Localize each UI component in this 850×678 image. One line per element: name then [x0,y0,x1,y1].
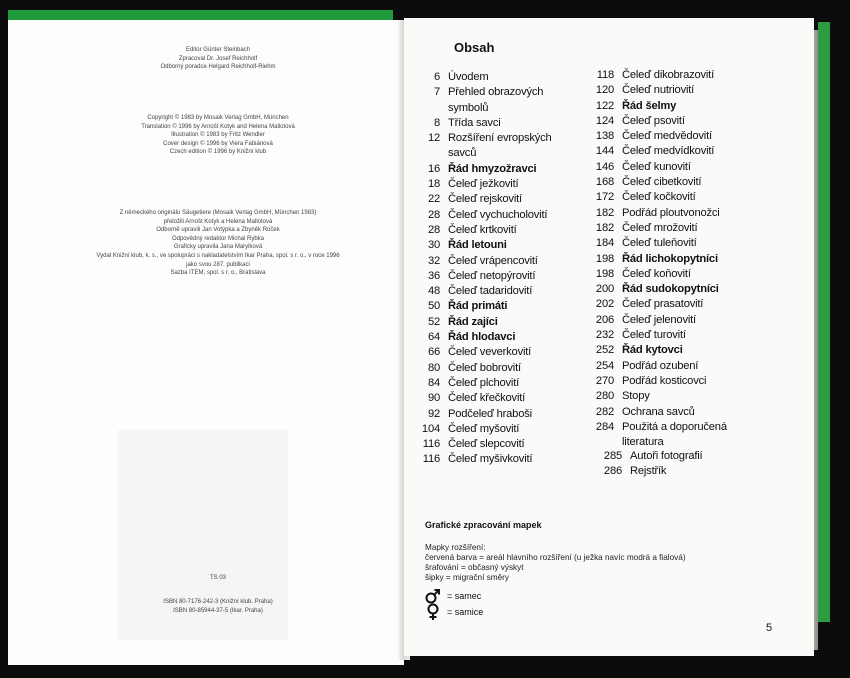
toc-entry [418,116,588,131]
toc-entry [418,376,588,391]
toc-entry-label: Čeleď koňovití [622,267,691,280]
edition-line: Odborně upravili Jan Votýpka a Zbyněk Roček [156,227,280,234]
edition-block [58,209,378,278]
toc-entry [590,405,790,420]
toc-page-number [418,101,440,116]
toc-page-number: 16 [427,162,440,175]
toc-entry-label: Podčeleď hraboši [448,407,532,420]
toc-page-number: 32 [427,254,440,267]
toc-entry-label: Řád sudokopytníci [622,283,719,296]
toc-page-number: 116 [422,438,440,451]
toc-page-number: 18 [427,178,440,191]
toc-entry [590,160,790,175]
male-label: = samec [447,591,482,601]
toc-page-number: 252 [595,344,614,357]
toc-entry [418,70,588,85]
toc-page-number: 124 [595,114,614,127]
toc-entry [590,236,790,251]
toc-column-left [418,70,588,468]
female-label: = samice [447,607,484,617]
toc-entry [590,374,790,389]
edition-line: Sazba ITEM, spol. s r. o., Bratislava [170,270,266,277]
toc-page-number: 168 [595,176,614,189]
toc-page-number: 28 [427,223,440,236]
toc-page-number: 64 [427,331,440,344]
toc-page-number: 282 [595,405,614,418]
toc-entry-label: savců [448,147,477,160]
toc-entry [418,85,588,100]
toc-entry-label: Čeleď vrápencovití [448,254,538,267]
toc-entry [590,252,790,267]
toc-page-number: 280 [595,390,614,403]
toc-page-number: 30 [427,239,440,252]
legend-line: šrafování = občasný výskyt [425,563,524,572]
map-legend [425,543,686,583]
toc-entry [590,420,790,435]
toc-entry [418,254,588,269]
toc-page-number: 118 [596,69,614,81]
toc-entry-label: Čeleď jelenovití [622,313,696,326]
toc-page-number: 146 [595,160,614,173]
toc-entry [418,223,588,238]
toc-entry-label: Čeleď bobrovití [448,361,521,374]
toc-entry [590,343,790,358]
toc-page-number: 80 [427,361,440,374]
toc-entry-label: Řád lichokopytníci [622,252,718,265]
legend-line: červená barva = areál hlavního rozšíření (u ježka navíc modrá a fialová) [425,553,686,562]
cover-edge-right [818,22,830,622]
toc-entry [418,238,588,253]
toc-entry [590,464,790,479]
toc-entry [418,269,588,284]
toc-entry-label: Čeleď veverkovití [448,346,532,359]
toc-entry [418,361,588,376]
toc-page-number: 12 [427,132,440,145]
toc-page-number: 284 [595,420,614,433]
toc-entry-label: Čeleď rejskovití [448,193,522,206]
toc-page-number: 52 [427,315,440,328]
toc-entry-label: Čeleď slepcovití [448,438,525,451]
toc-entry-label: Řád zajíci [448,315,498,328]
toc-page-number: 198 [595,252,614,265]
toc-entry [590,206,790,221]
toc-entry-label: symbolů [448,101,489,114]
toc-entry [418,162,588,177]
toc-page-number: 116 [422,453,440,466]
toc-entry-label: Rozšíření evropských [448,132,552,145]
toc-entry-label: Řád letouni [448,239,507,252]
toc-entry-label: Čeleď vychucholovití [448,208,548,221]
copyright-line: Cover design © 1996 by Viera Fabiánová [163,140,273,147]
toc-entry [418,345,588,360]
toc-entry-label: literatura [622,436,664,449]
toc-page-number: 285 [603,450,622,462]
female-symbol-icon [425,603,441,621]
toc-page-number: 144 [595,145,614,158]
toc-entry-label: Čeleď dikobrazovití [622,69,714,81]
copyright-line: Translation © 1996 by Arnošt Kotyk and Helena Mallotová [141,123,295,130]
toc-entry-label: Řád primáti [448,300,508,313]
toc-entry [418,177,588,192]
toc-entry [418,131,588,146]
toc-column-right [590,68,790,450]
toc-page-number: 184 [595,237,614,250]
legend-line: Mapky rozšíření: [425,543,486,552]
toc-page-number: 254 [595,359,614,372]
toc-entry-label: Podřád ploutvonožci [622,206,720,219]
toc-entry-label: Čeleď turovití [622,329,686,342]
toc-entry [418,407,588,422]
toc-entry-label: Čeleď tadaridovití [448,285,533,298]
edition-line: Z německého originálu Säugetiere (Mosaik Verlag GmbH, München 1983) [119,210,317,216]
toc-entry-label: Čeleď mrožovití [622,221,698,234]
toc-entry [418,315,588,330]
toc-page-number: 50 [427,300,440,313]
toc-entry-label: Přehled obrazových [448,86,544,99]
toc-entry-label: Čeleď křečkovití [448,392,526,405]
toc-entry [590,221,790,236]
toc-entry-label: Čeleď tuleňovití [622,237,697,250]
toc-entry-label: Ochrana savců [622,405,695,418]
toc-entry [418,391,588,406]
toc-entry [590,449,790,464]
credit-line: Zpracoval Dr. Josef Reichholf [178,55,258,62]
legend-line: šipky = migrační směry [425,573,509,582]
toc-entry [590,144,790,159]
male-legend [425,588,481,604]
toc-entry-label: Podřád kosticovci [622,374,707,387]
toc-entry-label: Čeleď plchovití [448,376,520,389]
toc-page-number: 206 [595,313,614,326]
toc-page-number: 198 [595,267,614,280]
toc-entry [590,83,790,98]
credit-line: Editor Günter Steinbach [185,47,251,53]
toc-page-number: 182 [595,221,614,234]
toc-entry [590,114,790,129]
toc-entry [418,452,588,467]
isbn-line: ISBN 80-85944-37-5 (Ikar. Praha) [173,607,263,614]
toc-entry [590,328,790,343]
copyright-block [88,114,348,157]
toc-page-number: 120 [595,84,614,97]
toc-entry-label: Podřád ozubení [622,359,699,372]
toc-page-number: 84 [427,376,440,389]
left-page [8,20,404,665]
toc-entry-label: Čeleď ježkovití [448,178,519,191]
toc-entry-label: Čeleď krtkovití [448,223,517,236]
toc-title: Obsah [454,40,495,55]
toc-entry [590,267,790,282]
toc-entry [590,282,790,297]
toc-entry [590,389,790,404]
toc-entry [418,437,588,452]
toc-entry-label: Čeleď kočkovití [622,191,696,204]
isbn-line: ISBN 80-7176-242-3 (Knižní klub. Praha) [163,599,273,605]
toc-page-number: 28 [427,208,440,221]
toc-page-number: 92 [427,407,440,420]
page-number: 5 [766,622,773,634]
edition-line: jako svou 287. publikaci [186,261,250,268]
toc-entry [590,313,790,328]
toc-entry [418,146,588,161]
toc-entry-label: Stopy [622,390,650,403]
toc-entry-label: Použitá a doporučená [622,420,727,433]
toc-page-number: 6 [433,71,440,83]
toc-entry [590,190,790,205]
female-legend [425,603,483,621]
copyright-line: Copyright © 1983 by Mosaik Verlag GmbH, München [147,115,289,121]
toc-page-number: 202 [595,298,614,311]
toc-entry [590,99,790,114]
toc-entry [590,129,790,144]
toc-page-number: 90 [427,392,440,405]
toc-entry-label: Řád kytovci [622,344,683,357]
toc-page-number: 138 [595,130,614,143]
toc-entry [418,284,588,299]
toc-entry-label: Čeleď myšivkovití [448,453,533,466]
toc-entry-label: Čeleď psovití [622,114,685,127]
print-code: TS 03 [209,575,226,581]
toc-entry [418,208,588,223]
toc-entry [590,297,790,312]
toc-entry [418,101,588,116]
toc-page-number: 270 [595,374,614,387]
toc-page-number: 104 [421,422,440,435]
toc-entry-label: Třída savci [448,116,501,129]
copyright-line: Czech edition © 1996 by Knižní klub [169,149,267,156]
legend-title: Grafické zpracování mapek [425,520,542,530]
toc-entry-label: Čeleď netopýrovití [448,269,536,282]
toc-entry [418,330,588,345]
toc-page-number: 22 [427,193,440,206]
toc-entry [418,422,588,437]
toc-entry-label: Řád hlodavci [448,331,516,344]
isbn-block [88,598,348,615]
toc-entry [418,299,588,314]
toc-entry-label: Čeleď nutriovití [622,84,695,97]
toc-entry-label: Čeleď cibetkovití [622,176,702,189]
edition-line: Graficky upravila Jana Marylková [173,244,263,251]
toc-page-number: 7 [433,86,440,99]
toc-entry-label: Rejstřík [630,465,667,478]
toc-page-number: 200 [595,283,614,296]
toc-entry-label: Řád hmyzožravci [448,162,537,175]
toc-page-number: 66 [427,346,440,359]
toc-page-number: 36 [427,269,440,282]
toc-page-number: 172 [595,191,614,204]
male-symbol-icon [425,588,441,604]
toc-page-number: 182 [595,206,614,219]
edition-line: Odpovědný redaktor Michal Rybka [171,235,265,242]
credit-line: Odborný poradce Helgard Reichholf-Riehm [160,64,276,71]
toc-page-number: 8 [433,116,440,129]
toc-entry-label: Čeleď medvědovití [622,130,712,143]
toc-entry [590,359,790,374]
toc-entry-label: Čeleď medvídkovití [622,145,715,158]
toc-page-number: 122 [595,99,614,112]
toc-entry [590,175,790,190]
toc-page-number: 232 [595,329,614,342]
copyright-line: Illustration © 1983 by Fritz Wendler [171,132,265,139]
credits-top [88,46,348,72]
toc-entry [418,192,588,207]
toc-page-number: 286 [603,465,622,478]
toc-entry-label: Řád šelmy [622,99,677,112]
toc-page-number: 48 [427,285,440,298]
edition-line: přeložili Arnošt Kotyk a Helena Mallotová [163,218,273,225]
toc-entry [590,68,790,83]
toc-entry-label: Úvodem [448,71,489,83]
toc-page-number [418,146,440,161]
toc-entry-label: Čeleď kunovití [622,160,691,173]
toc-entry-label: Autoři fotografií [630,450,703,462]
toc-entry-label: Čeleď prasatovití [622,298,704,311]
toc-column-tail [590,449,790,480]
edition-line: Vydal Knižní klub, k. s., ve spolupráci s nakladatelstvím Ikar Praha, spol. s r. o., v roce 1996 [96,252,340,259]
toc-entry-label: Čeleď myšovití [448,422,520,435]
